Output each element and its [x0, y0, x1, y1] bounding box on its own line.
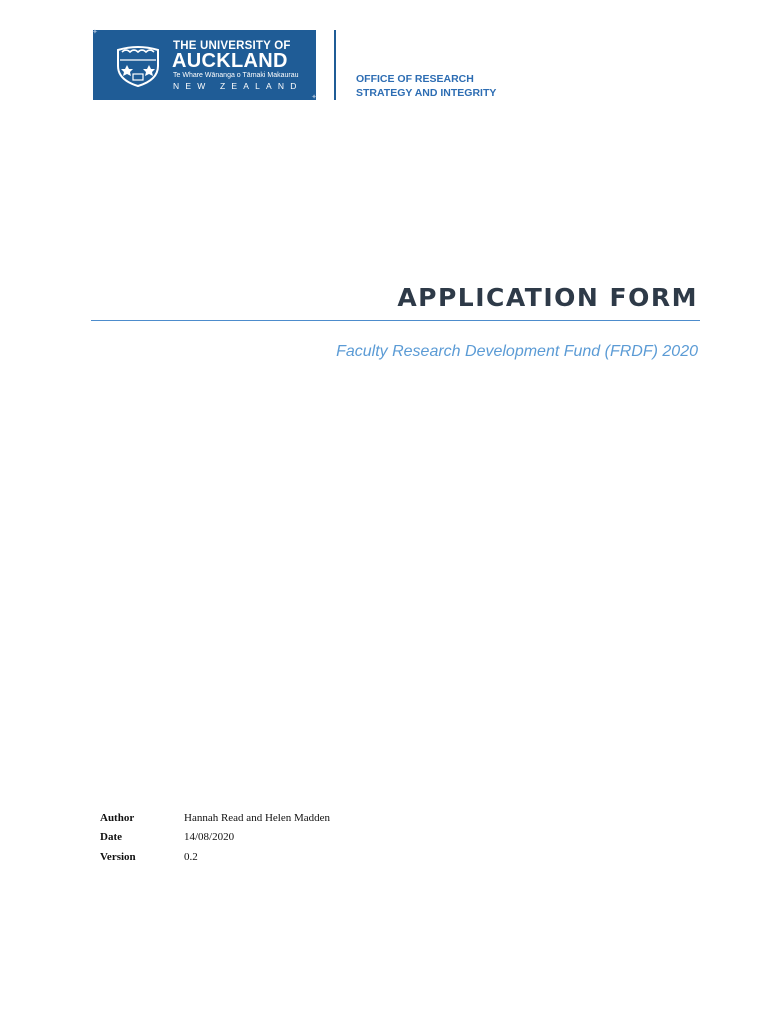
office-name-line2: STRATEGY AND INTEGRITY — [356, 87, 497, 99]
meta-value: 0.2 — [184, 850, 198, 863]
logo-text-new-zealand: NEW ZEALAND — [173, 81, 303, 91]
logo-text-auckland: AUCKLAND — [172, 50, 288, 72]
logo-text-university-of: THE UNIVERSITY OF — [173, 40, 291, 52]
crest-icon — [114, 40, 162, 88]
university-logo — [93, 30, 316, 100]
office-name — [356, 72, 496, 100]
logo-corner-mark-icon: ✦ — [311, 94, 317, 101]
meta-label: Version — [100, 850, 136, 863]
header-divider — [334, 30, 336, 100]
logo-text-maori-name: Te Whare Wānanga o Tāmaki Makaurau — [173, 72, 299, 79]
meta-row-version — [100, 847, 330, 867]
meta-label: Date — [100, 831, 122, 844]
meta-value: Hannah Read and Helen Madden — [184, 811, 331, 824]
meta-value: 14/08/2020 — [184, 831, 235, 844]
meta-row-author — [100, 808, 330, 828]
document-subtitle: Faculty Research Development Fund (FRDF) 2020 — [336, 343, 698, 360]
document-title: APPLICATION FORM — [397, 283, 698, 312]
office-name-line1: OFFICE OF RESEARCH — [356, 73, 474, 85]
title-rule — [91, 320, 700, 321]
document-metadata — [100, 808, 330, 867]
logo-corner-mark-icon: ✦ — [92, 29, 98, 36]
meta-row-date — [100, 828, 330, 848]
meta-label: Author — [100, 811, 135, 824]
